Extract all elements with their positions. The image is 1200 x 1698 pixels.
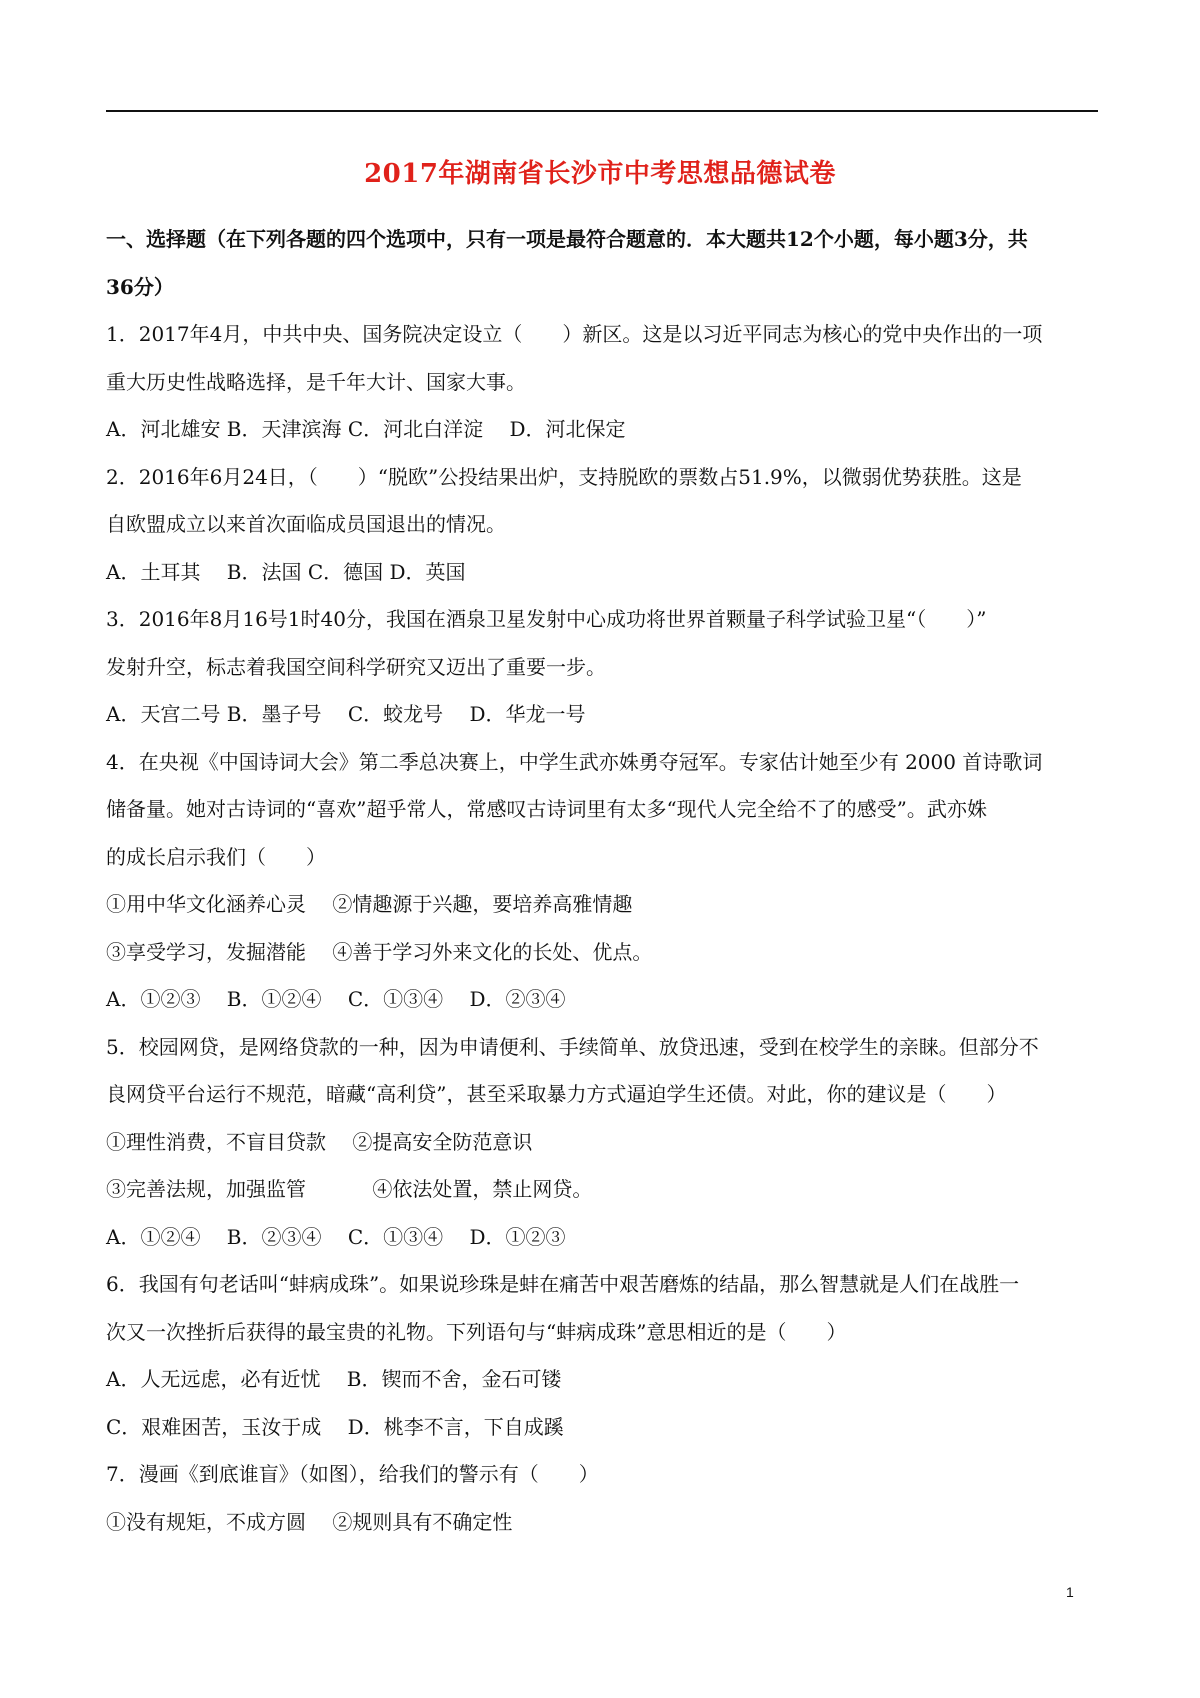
page-number: 1 <box>1066 1584 1074 1600</box>
question-text: 7．漫画《到底谁盲》（如图），给我们的警示有（ ） <box>106 1462 599 1486</box>
question-statement: ③完善法规，加强监管 ④依法处置，禁止网贷。 <box>106 1177 593 1201</box>
section-heading: 一、选择题（在下列各题的四个选项中，只有一项是最符合题意的．本大题共12个小题，每小题3分，共 <box>106 227 1028 251</box>
page-title: 2017年湖南省长沙市中考思想品德试卷 <box>364 159 836 189</box>
question-statement: ①用中华文化涵养心灵 ②情趣源于兴趣，要培养高雅情趣 <box>106 892 633 916</box>
question-text: 3．2016年8月16号1时40分，我国在酒泉卫星发射中心成功将世界首颗量子科学试验卫星“（ ）” <box>106 607 987 631</box>
question-3 <box>106 596 1098 739</box>
question-options: A．河北雄安 B．天津滨海 C．河北白洋淀 D．河北保定 <box>106 417 626 441</box>
question-text: 次又一次挫折后获得的最宝贵的礼物。下列语句与“蚌病成珠”意思相近的是（ ） <box>106 1319 847 1344</box>
question-options: C．艰难困苦，玉汝于成 D．桃李不言，下自成蹊 <box>106 1414 564 1439</box>
question-text: 良网贷平台运行不规范，暗藏“高利贷”，甚至采取暴力方式逼迫学生还债。对此，你的建议是（ ） <box>106 1082 1007 1106</box>
question-statement: ③享受学习，发掘潜能 ④善于学习外来文化的长处、优点。 <box>106 939 653 964</box>
question-options: A．①②④ B．②③④ C．①③④ D．①②③ <box>106 1224 566 1249</box>
question-6 <box>106 1261 1098 1451</box>
question-text: 5．校园网贷，是网络贷款的一种，因为申请便利、手续简单、放贷迅速，受到在校学生的亲睐。但部分不 <box>106 1034 1039 1059</box>
question-text: 储备量。她对古诗词的“喜欢”超乎常人，常感叹古诗词里有太多“现代人完全给不了的感受”。武亦姝 <box>106 797 987 821</box>
question-2 <box>106 454 1098 597</box>
question-statement: ①理性消费，不盲目贷款 ②提高安全防范意识 <box>106 1129 533 1154</box>
question-text: 2．2016年6月24日，（ ）“脱欧”公投结果出炉，支持脱欧的票数占51.9%，以微弱优势获胜。这是 <box>106 464 1022 489</box>
question-text: 发射升空，标志着我国空间科学研究又迈出了重要一步。 <box>106 654 606 679</box>
question-text: 重大历史性战略选择，是千年大计、国家大事。 <box>106 369 526 394</box>
header-rule <box>106 110 1098 112</box>
question-options: A．土耳其 B．法国 C．德国 D．英国 <box>106 559 466 584</box>
question-options: A．人无远虑，必有近忧 B．锲而不舍，金石可镂 <box>106 1367 562 1391</box>
question-5 <box>106 1024 1098 1262</box>
question-options: A．①②③ B．①②④ C．①③④ D．②③④ <box>106 987 566 1011</box>
question-options: A．天宫二号 B．墨子号 C．蛟龙号 D．华龙一号 <box>106 702 586 726</box>
question-statement: ①没有规矩，不成方圆 ②规则具有不确定性 <box>106 1509 513 1534</box>
question-text: 4．在央视《中国诗词大会》第二季总决赛上，中学生武亦姝勇夺冠军。专家估计她至少有 2000 首诗歌词 <box>106 749 1043 774</box>
section-heading-cont: 36分） <box>106 274 174 299</box>
question-7 <box>106 1451 1098 1546</box>
question-text: 6．我国有句老话叫“蚌病成珠”。如果说珍珠是蚌在痛苦中艰苦磨炼的结晶，那么智慧就是人们在战胜一 <box>106 1272 1020 1296</box>
question-text: 自欧盟成立以来首次面临成员国退出的情况。 <box>106 512 506 536</box>
question-4 <box>106 739 1098 1024</box>
question-1 <box>106 311 1098 454</box>
exam-content <box>106 216 1098 1546</box>
question-text: 的成长启示我们（ ） <box>106 844 326 869</box>
question-text: 1．2017年4月，中共中央、国务院决定设立（ ）新区。这是以习近平同志为核心的党中央作出的一项 <box>106 322 1043 346</box>
